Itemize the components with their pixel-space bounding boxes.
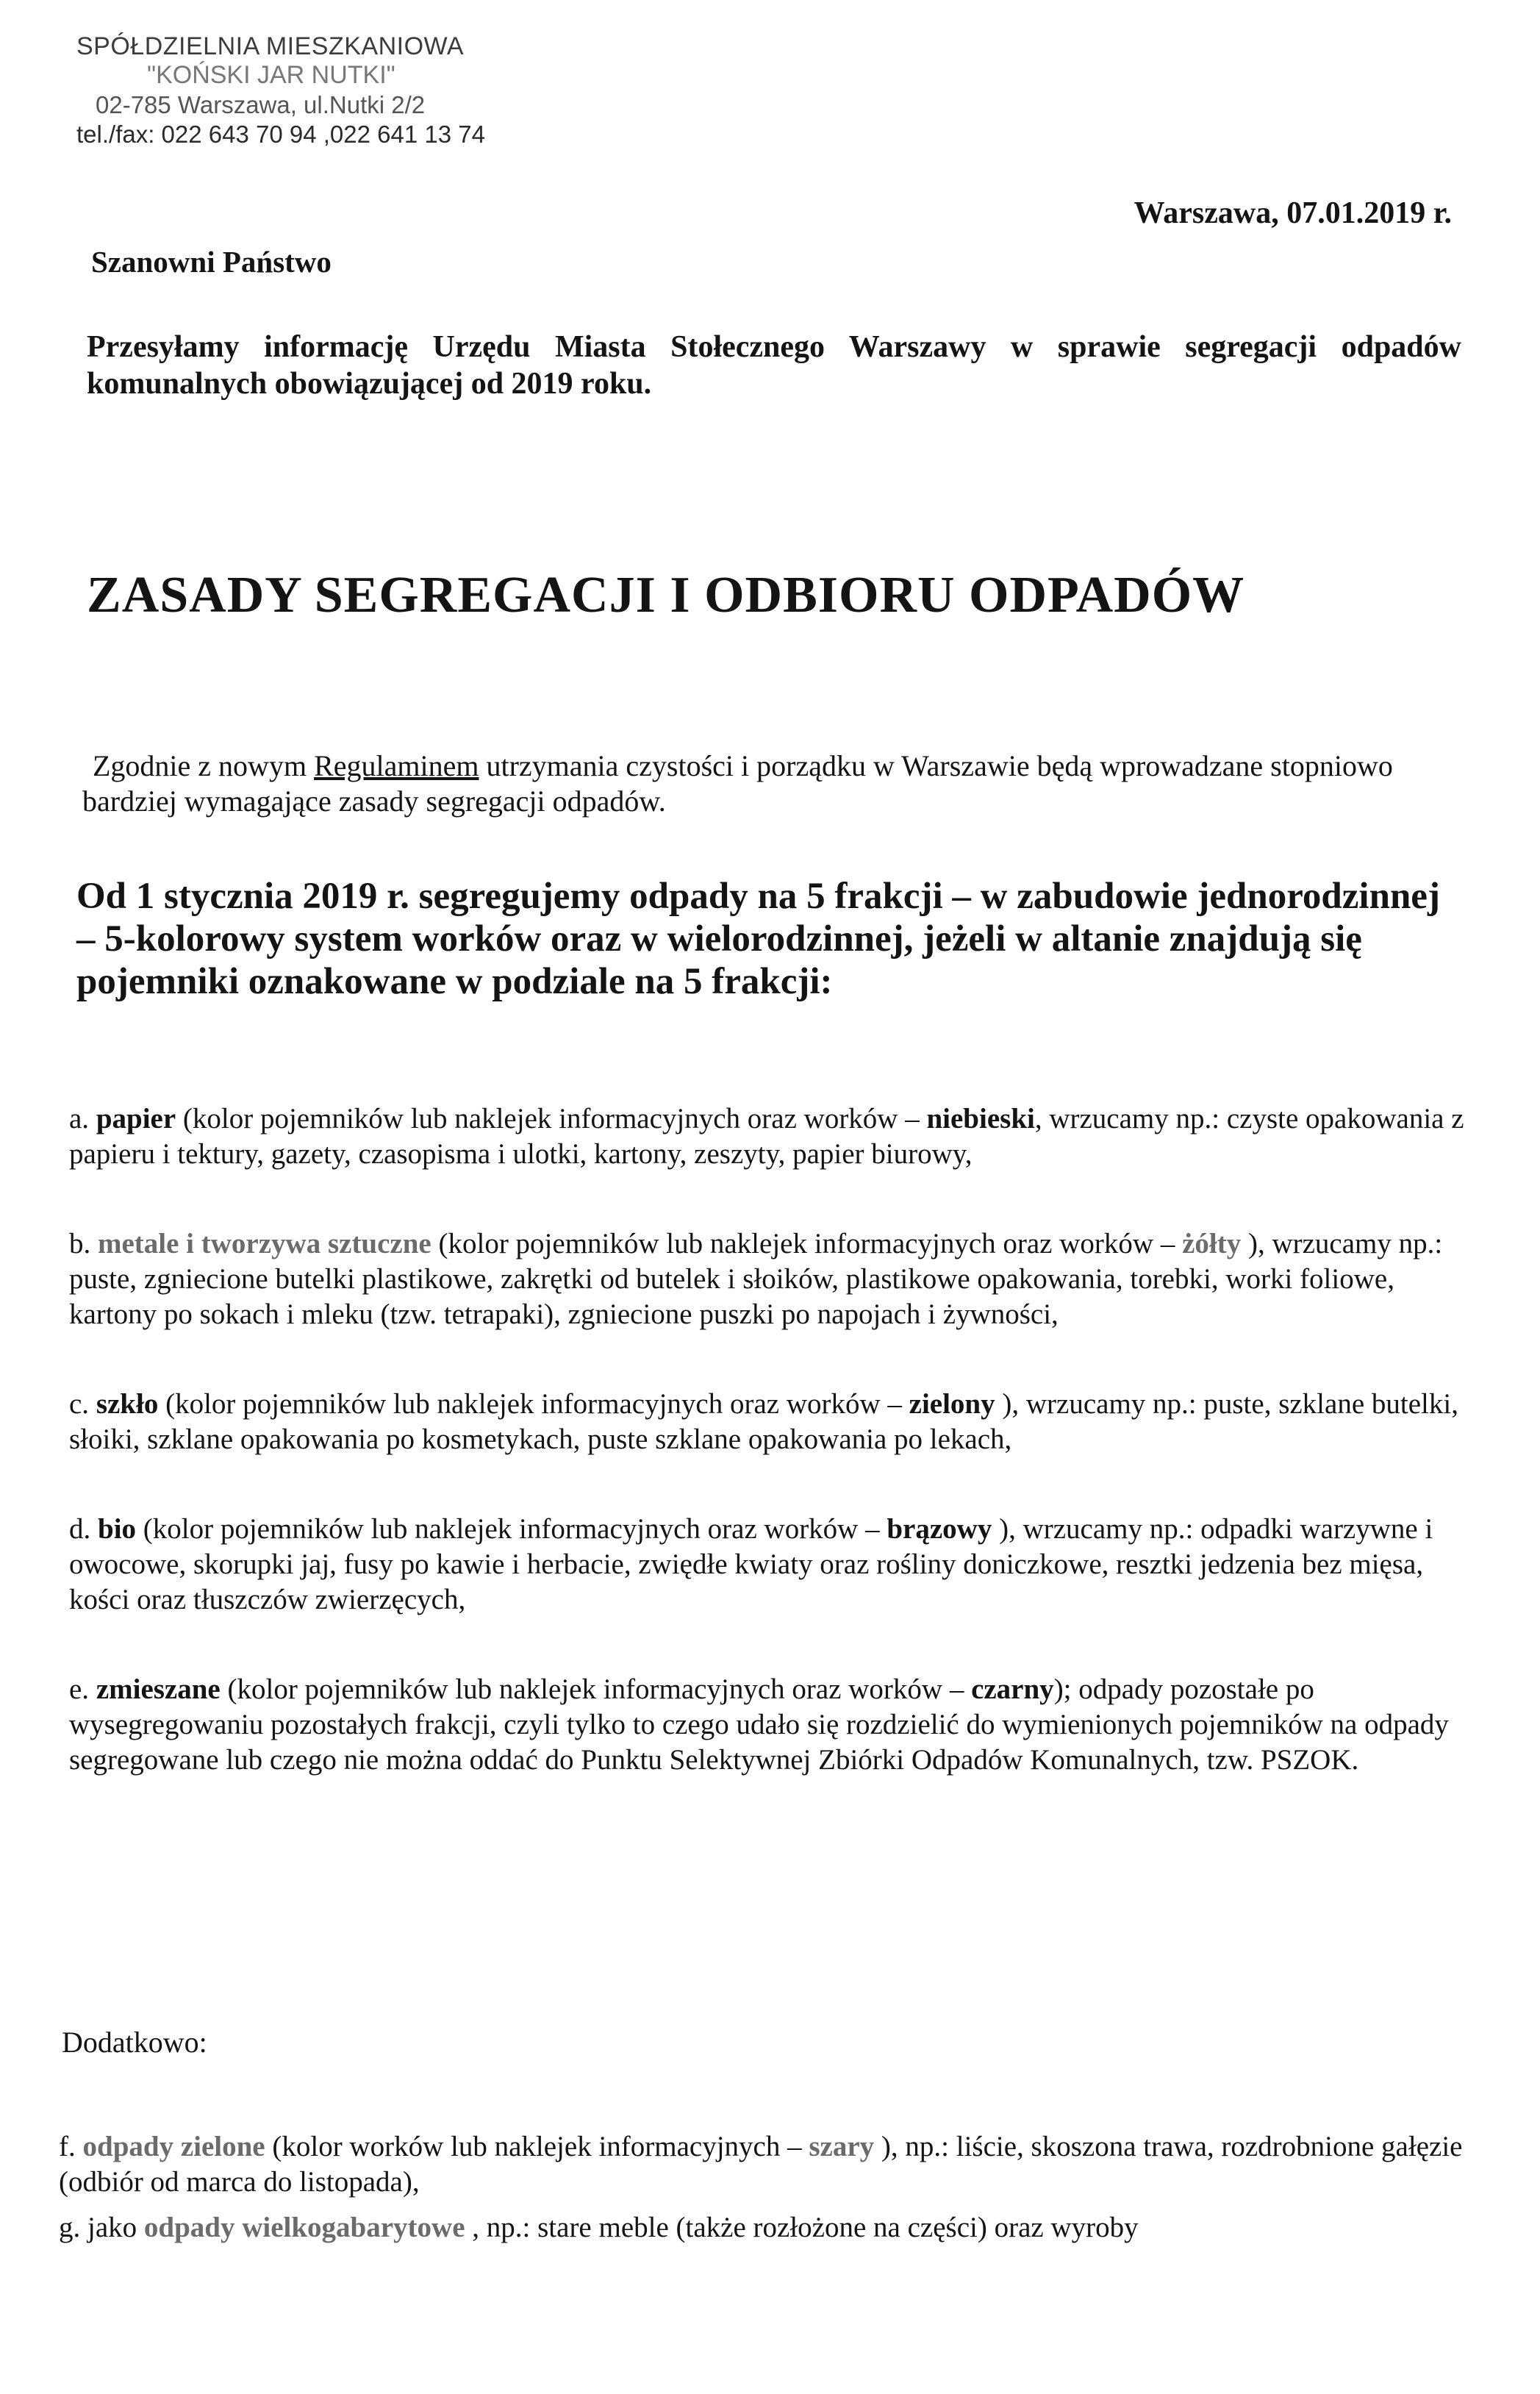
segregation-rule: Od 1 stycznia 2019 r. segregujemy odpady na 5 frakcji – w zabudowie jednorodzinnej – 5-kolorowy system worków oraz w wielorodzinnej, jeżeli w altanie znajdują się pojemniki oznakowane w podziale na 5 frakcji: [76,876,1440,1003]
fraction-list [69,1101,1466,1832]
list-item-metals-plastics [69,1226,1466,1332]
item-name: zmieszane [96,1673,221,1705]
regulation-paragraph [82,748,1450,819]
list-item-glass [69,1387,1466,1457]
item-name: odpady zielone [82,2131,265,2162]
item-letter: b. [69,1227,91,1259]
item-name: papier [96,1103,176,1135]
regulation-link: Regulaminem [314,749,479,782]
item-text: (kolor pojemników lub naklejek informacyjnych oraz worków – [220,1673,972,1705]
letter-date: Warszawa, 07.01.2019 r. [1133,196,1452,230]
list-item-bulky-waste [59,2210,1470,2245]
item-color: brązowy [887,1512,992,1545]
item-letter: d. [69,1512,91,1545]
item-letter: c. [69,1387,90,1420]
list-item-bio [69,1512,1466,1618]
item-letter: f. [59,2131,76,2162]
item-letter: g. [59,2211,81,2243]
paragraph-text-after: utrzymania czystości i porządku w Warszawie będą wprowadzane stopniowo bardziej wymagające zasady segregacji odpadów. [82,749,1393,818]
item-letter: a. [69,1103,90,1135]
item-text: (kolor pojemników lub naklejek informacyjnych oraz worków – [431,1227,1183,1259]
item-text: ), np.: liście, skoszona trawa, rozdrobnione gałęzie (odbiór od marca do listopada), [59,2131,1463,2198]
item-name: szkło [96,1387,159,1420]
item-color: szary [809,2131,875,2162]
item-name: odpady wielkogabarytowe [143,2211,465,2243]
item-text: jako [80,2211,144,2243]
item-color: zielony [909,1387,995,1420]
letterhead-org-subname: "KOŃSKI JAR NUTKI" [147,61,395,90]
item-text: ), wrzucamy np.: odpadki warzywne i owocowe, skorupki jaj, fusy po kawie i herbacie, zwiędłe kwiaty oraz rośliny doniczkowe, resztki jedzenia bez mięsa, kości oraz tłuszczów zwierzęcych, [69,1512,1433,1615]
item-color: niebieski [926,1103,1035,1135]
item-text: , np.: stare meble (także rozłożone na części) oraz wyroby [465,2211,1139,2243]
item-color: czarny [971,1673,1054,1705]
item-text: ), wrzucamy np.: puste, zgniecione butelki plastikowe, zakrętki od butelek i słoików, plastikowe opakowania, torebki, worki foliowe, kartony po sokach i mleku (tzw. tetrapaki), zgniecione puszki po napojach i żywności, [69,1227,1443,1330]
item-text: ), wrzucamy np.: puste, szklane butelki, słoiki, szklane opakowania po kosmetykach, puste szklane opakowania po lekach, [69,1387,1458,1455]
list-item-mixed [69,1672,1466,1778]
intro-paragraph: Przesyłamy informację Urzędu Miasta Stołecznego Warszawy w sprawie segregacji odpadów komunalnych obowiązującej od 2019 roku. [87,330,1461,401]
letterhead-phone: tel./fax: 022 643 70 94 ,022 641 13 74 [76,121,485,149]
paragraph-text-before: Zgodnie z nowym [93,749,315,782]
letterhead [76,32,547,149]
item-name: metale i tworzywa sztuczne [98,1227,431,1259]
item-color: żółty [1182,1227,1242,1259]
salutation: Szanowni Państwo [91,245,332,279]
item-name: bio [98,1512,137,1545]
item-text: (kolor pojemników lub naklejek informacyjnych oraz worków – [158,1387,909,1420]
item-text: ); odpady pozostałe po wysegregowaniu pozostałych frakcji, czyli tylko to czego udało się rozdzielić do wymienionych pojemników na odpady segregowane lub czego nie można oddać do Punktu Selektywnej Zbiórki Odpadów Komunalnych, tzw. PSZOK. [69,1673,1449,1776]
letterhead-org-name: SPÓŁDZIELNIA MIESZKANIOWA [76,32,465,60]
item-letter: e. [69,1673,90,1705]
document-title: ZASADY SEGREGACJI I ODBIORU ODPADÓW [87,567,1245,623]
additional-list [59,2129,1470,2256]
item-text: (kolor worków lub naklejek informacyjnych – [265,2131,809,2162]
item-text: (kolor pojemników lub naklejek informacyjnych oraz worków – [176,1103,927,1135]
letterhead-address: 02-785 Warszawa, ul.Nutki 2/2 [96,91,426,119]
item-text: , wrzucamy np.: czyste opakowania z papieru i tektury, gazety, czasopisma i ulotki, kartony, zeszyty, papier biurowy, [69,1103,1464,1170]
list-item-paper [69,1101,1466,1172]
item-text: (kolor pojemników lub naklejek informacyjnych oraz worków – [136,1512,887,1545]
list-item-green-waste [59,2129,1470,2200]
additional-label: Dodatkowo: [62,2026,207,2059]
